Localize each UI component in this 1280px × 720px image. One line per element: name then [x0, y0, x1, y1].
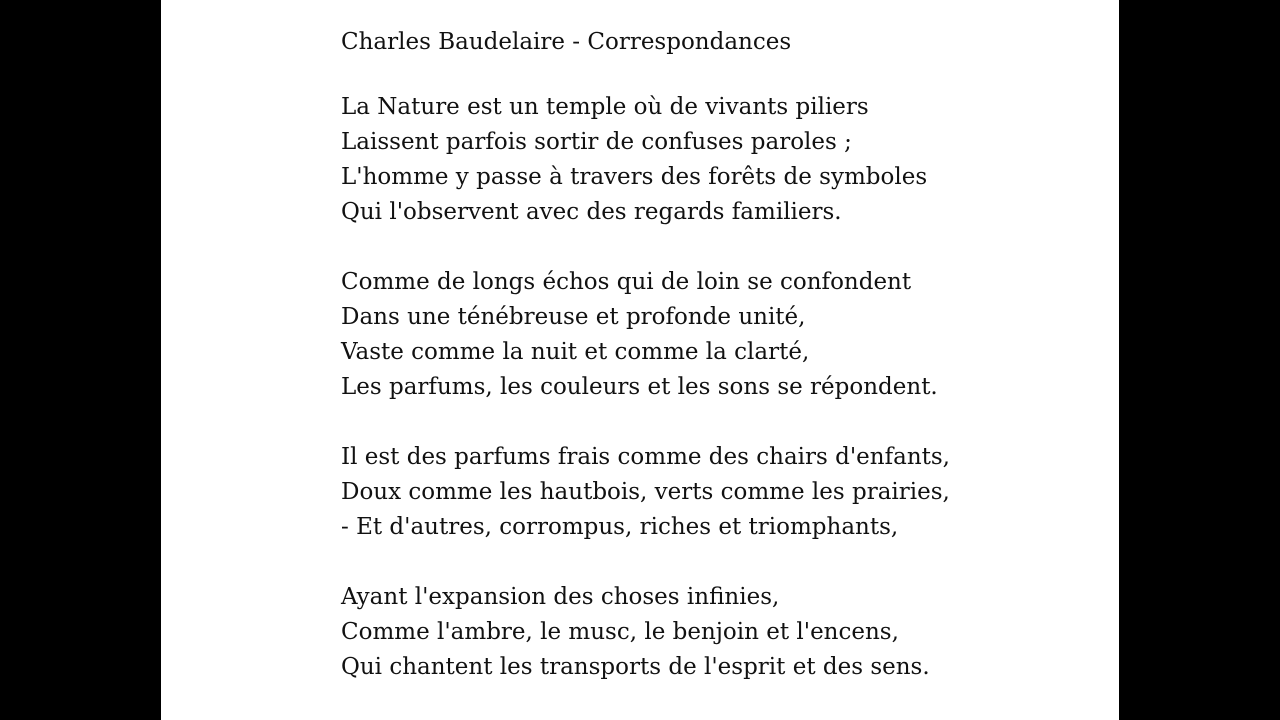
- poem-line: Les parfums, les couleurs et les sons se répondent.: [341, 374, 938, 400]
- stanza-2: [341, 265, 1101, 405]
- stanza-spacer: [341, 405, 1101, 440]
- document-page: [161, 0, 1119, 720]
- stanza-spacer: [341, 230, 1101, 265]
- stanza-1: [341, 90, 1101, 230]
- stanza-4: [341, 580, 1101, 685]
- poem-text: [341, 22, 1101, 685]
- poem-line: Il est des parfums frais comme des chairs d'enfants,: [341, 444, 950, 470]
- poem-line: Qui l'observent avec des regards familiers.: [341, 199, 842, 225]
- poem-line: L'homme y passe à travers des forêts de symboles: [341, 164, 928, 190]
- stanza-spacer: [341, 545, 1101, 580]
- poem-line: Laissent parfois sortir de confuses paroles ;: [341, 129, 852, 155]
- poem-line: Comme de longs échos qui de loin se confondent: [341, 269, 912, 295]
- poem-line: Qui chantent les transports de l'esprit et des sens.: [341, 654, 930, 680]
- title-spacer: [341, 62, 1101, 90]
- poem-line: La Nature est un temple où de vivants piliers: [341, 94, 869, 120]
- poem-title: Charles Baudelaire - Correspondances: [341, 29, 792, 55]
- poem-line: Comme l'ambre, le musc, le benjoin et l'encens,: [341, 619, 899, 645]
- poem-line: Ayant l'expansion des choses infinies,: [341, 584, 780, 610]
- poem-line: - Et d'autres, corrompus, riches et triomphants,: [341, 514, 899, 540]
- poem-line: Doux comme les hautbois, verts comme les prairies,: [341, 479, 950, 505]
- stanza-3: [341, 440, 1101, 545]
- poem-line: Dans une ténébreuse et profonde unité,: [341, 304, 806, 330]
- poem-line: Vaste comme la nuit et comme la clarté,: [341, 339, 810, 365]
